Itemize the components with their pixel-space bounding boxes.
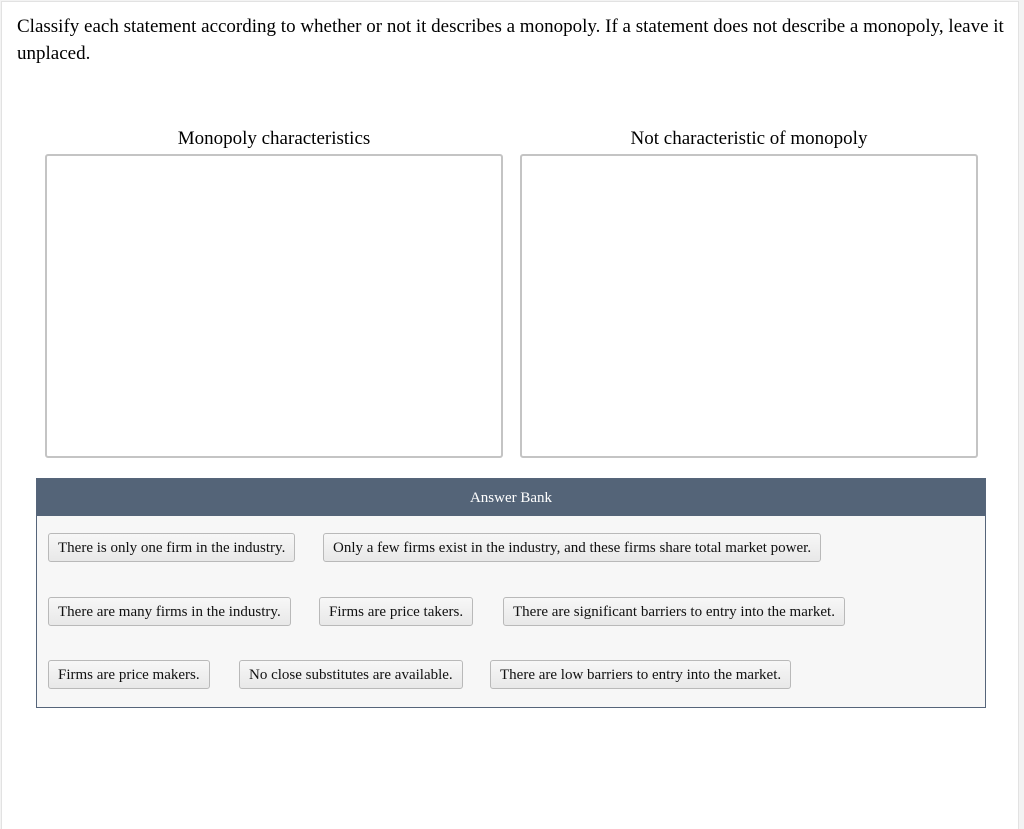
answer-chip-many-firms[interactable]: There are many firms in the industry. — [48, 597, 291, 626]
instructions-text: Classify each statement according to whether or not it describes a monopoly. If a statement does not describe a monopoly, leave it unplaced. — [17, 16, 1004, 64]
answer-bank-header: Answer Bank — [37, 479, 985, 516]
answer-chip-few-firms[interactable]: Only a few firms exist in the industry, and these firms share total market power. — [323, 533, 821, 562]
monopoly-drop-zone[interactable] — [45, 154, 503, 458]
question-page — [1, 1, 1019, 829]
answer-chip-price-makers[interactable]: Firms are price makers. — [48, 660, 210, 689]
not-monopoly-bin-title: Not characteristic of monopoly — [630, 128, 868, 149]
not-monopoly-drop-zone[interactable] — [520, 154, 978, 458]
answer-bank — [36, 478, 986, 708]
monopoly-bin-title: Monopoly characteristics — [177, 128, 371, 149]
answer-chip-price-takers[interactable]: Firms are price takers. — [319, 597, 473, 626]
answer-chip-low-barriers[interactable]: There are low barriers to entry into the market. — [490, 660, 791, 689]
answer-chip-significant-barriers[interactable]: There are significant barriers to entry into the market. — [503, 597, 845, 626]
answer-chip-no-substitutes[interactable]: No close substitutes are available. — [239, 660, 463, 689]
answer-chip-one-firm[interactable]: There is only one firm in the industry. — [48, 533, 295, 562]
